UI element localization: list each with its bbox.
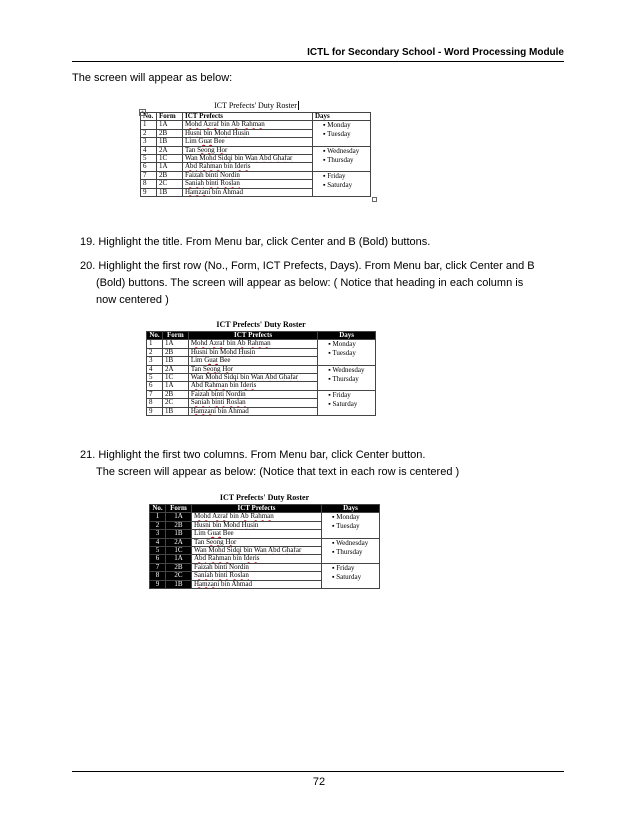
table-cell: 2C (157, 180, 183, 188)
table-cell: Husni bin Mohd Husin (183, 129, 313, 137)
table-cell: Wan Mohd Sidqi bin Wan Abd Ghafar (188, 374, 317, 382)
table-header-row (147, 332, 376, 340)
table-cell: 7 (150, 563, 166, 571)
day-item: ▪ Thursday (328, 375, 373, 384)
table-cell: 1A (166, 555, 192, 563)
day-item: ▪ Monday (332, 513, 377, 522)
table-cell: 3 (141, 138, 157, 146)
running-header: ICTL for Secondary School - Word Processing Module (307, 47, 564, 58)
roster-title: ICT Prefects' Duty Roster (214, 101, 297, 110)
table-row (150, 513, 380, 521)
roster-title: ICT Prefects' Duty Roster (216, 320, 306, 329)
table-cell: 1B (157, 188, 183, 196)
intro-text: The screen will appear as below: (72, 72, 233, 84)
table-cell: Faizah binti Nordin (192, 563, 322, 571)
table-cell: 1 (150, 513, 166, 521)
step-20-line1: 20. Highlight the first row (No., Form, ICT Prefects, Days). From Menu bar, click Center and B (80, 260, 535, 272)
table-cell: 4 (150, 538, 166, 546)
day-item: ▪ Friday (323, 172, 368, 181)
table-row (150, 538, 380, 546)
day-item: ▪ Saturday (328, 400, 373, 409)
table-cell: Saniah binti Roslan (192, 572, 322, 580)
day-item: ▪ Tuesday (323, 130, 368, 139)
step-20-line2: (Bold) buttons. The screen will appear as below: ( Notice that heading in each column is (96, 277, 524, 289)
table-cell: 1 (141, 121, 157, 129)
column-header: Form (157, 113, 183, 121)
column-header: Days (313, 113, 371, 121)
day-item: ▪ Friday (332, 564, 377, 573)
table-cell: Hamzani bin Ahmad (188, 407, 317, 415)
table-cell: 1A (157, 121, 183, 129)
table-cell: 8 (141, 180, 157, 188)
table-cell: 2C (166, 572, 192, 580)
day-item: ▪ Wednesday (323, 147, 368, 156)
day-item: ▪ Tuesday (328, 349, 373, 358)
days-cell (322, 538, 380, 563)
table-cell: Tan Seong Hor (183, 146, 313, 154)
day-item: ▪ Tuesday (332, 522, 377, 531)
table-cell: 6 (147, 382, 163, 390)
table-cell: 1B (162, 407, 188, 415)
table-cell: 2A (166, 538, 192, 546)
days-cell (313, 146, 371, 171)
table-cell: 1A (162, 382, 188, 390)
table-cell: Hamzani bin Ahmad (192, 580, 322, 588)
days-cell (313, 121, 371, 146)
header-rule (72, 61, 564, 62)
column-header: No. (150, 505, 166, 513)
days-cell (322, 563, 380, 588)
days-cell (322, 513, 380, 538)
table-row (147, 390, 376, 398)
column-header: Days (318, 332, 376, 340)
table-cell: 1C (166, 547, 192, 555)
table-cell: 1B (157, 138, 183, 146)
table-cell: 7 (141, 171, 157, 179)
table-cell: 5 (150, 547, 166, 555)
days-cell (318, 365, 376, 390)
table-cell: 2B (166, 563, 192, 571)
table-row (150, 563, 380, 571)
table-row (141, 146, 371, 154)
day-item: ▪ Thursday (332, 548, 377, 557)
table-cell: 5 (147, 374, 163, 382)
table-cell: Husni bin Mohd Husin (188, 348, 317, 356)
days-cell (318, 390, 376, 415)
table-cell: Saniah binti Roslan (183, 180, 313, 188)
roster-screenshot-2 (146, 319, 376, 416)
table-cell: Wan Mohd Sidqi bin Wan Abd Ghafar (192, 547, 322, 555)
table-cell: 1A (157, 163, 183, 171)
table-cell: 9 (141, 188, 157, 196)
table-cell: Mohd Azraf bin Ab Rahman (183, 121, 313, 129)
table-cell: 1A (162, 340, 188, 348)
column-header: Form (166, 505, 192, 513)
table-cell: 2 (150, 521, 166, 529)
table-cell: 6 (150, 555, 166, 563)
column-header: No. (141, 113, 157, 121)
table-cell: 1C (162, 374, 188, 382)
table-cell: 4 (147, 365, 163, 373)
table-cell: Wan Mohd Sidqi bin Wan Abd Ghafar (183, 155, 313, 163)
table-cell: 1B (162, 357, 188, 365)
table-row (141, 171, 371, 179)
table-cell: Lim Guat Bee (183, 138, 313, 146)
column-header: No. (147, 332, 163, 340)
table-cell: 9 (150, 580, 166, 588)
table-cell: Hamzani bin Ahmad (183, 188, 313, 196)
table-cell: 2C (162, 399, 188, 407)
table-cell: 2B (157, 129, 183, 137)
day-item: ▪ Saturday (332, 573, 377, 582)
roster-screenshot-3 (149, 492, 380, 589)
page-number: 72 (312, 776, 326, 788)
table-cell: 2A (162, 365, 188, 373)
table-cell: 3 (150, 530, 166, 538)
table-cell: 3 (147, 357, 163, 365)
table-cell: 5 (141, 155, 157, 163)
table-cell: 8 (150, 572, 166, 580)
table-cell: Saniah binti Roslan (188, 399, 317, 407)
table-cell: Faizah binti Nordin (183, 171, 313, 179)
table-cell: 1B (166, 530, 192, 538)
table-cell: 2B (162, 390, 188, 398)
table-cell: Mohd Azraf bin Ab Rahman (188, 340, 317, 348)
table-cell: 1 (147, 340, 163, 348)
step-21-line2: The screen will appear as below: (Notice that text in each row is centered ) (96, 466, 460, 478)
step-21-line1: 21. Highlight the first two columns. From Menu bar, click Center button. (80, 449, 426, 461)
table-cell: 2B (166, 521, 192, 529)
table-row (147, 365, 376, 373)
roster-table (140, 112, 371, 197)
table-cell: Lim Guat Bee (188, 357, 317, 365)
roster-title: ICT Prefects' Duty Roster (219, 493, 310, 502)
step-20-line3: now centered ) (96, 294, 169, 306)
day-item: ▪ Saturday (323, 181, 368, 190)
roster-table (146, 331, 376, 416)
table-header-row (150, 505, 380, 513)
table-resize-handle-icon (372, 197, 377, 202)
table-cell: 1B (166, 580, 192, 588)
day-item: ▪ Wednesday (328, 366, 373, 375)
table-row (147, 340, 376, 348)
table-cell: 7 (147, 390, 163, 398)
table-move-handle-icon: + (139, 109, 146, 116)
roster-table (149, 504, 380, 589)
table-cell: 2B (162, 348, 188, 356)
day-item: ▪ Friday (328, 391, 373, 400)
table-cell: 2 (141, 129, 157, 137)
column-header: ICT Prefects (188, 332, 317, 340)
table-cell: Abd Rahman bin Ideris (188, 382, 317, 390)
table-cell: 2B (157, 171, 183, 179)
table-header-row (141, 113, 371, 121)
roster-screenshot-1 (140, 100, 373, 197)
table-cell: Tan Seong Hor (192, 538, 322, 546)
column-header: ICT Prefects (183, 113, 313, 121)
column-header: ICT Prefects (192, 505, 322, 513)
column-header: Form (162, 332, 188, 340)
table-cell: Lim Guat Bee (192, 530, 322, 538)
table-cell: Faizah binti Nordin (188, 390, 317, 398)
table-cell: 9 (147, 407, 163, 415)
table-cell: 2A (157, 146, 183, 154)
table-cell: 8 (147, 399, 163, 407)
step-19: 19. Highlight the title. From Menu bar, click Center and B (Bold) buttons. (80, 236, 431, 248)
day-item: ▪ Thursday (323, 156, 368, 165)
footer-rule (72, 771, 564, 772)
day-item: ▪ Wednesday (332, 539, 377, 548)
day-item: ▪ Monday (323, 121, 368, 130)
table-cell: Tan Seong Hor (188, 365, 317, 373)
days-cell (318, 340, 376, 365)
table-cell: 1C (157, 155, 183, 163)
days-cell (313, 171, 371, 196)
table-cell: 4 (141, 146, 157, 154)
table-cell: 6 (141, 163, 157, 171)
column-header: Days (322, 505, 380, 513)
table-cell: 1A (166, 513, 192, 521)
table-cell: Husni bin Mohd Husin (192, 521, 322, 529)
day-item: ▪ Monday (328, 340, 373, 349)
table-row (141, 121, 371, 129)
table-cell: 2 (147, 348, 163, 356)
table-cell: Mohd Azraf bin Ab Rahman (192, 513, 322, 521)
table-cell: Abd Rahman bin Ideris (192, 555, 322, 563)
table-cell: Abd Rahman bin Ideris (183, 163, 313, 171)
